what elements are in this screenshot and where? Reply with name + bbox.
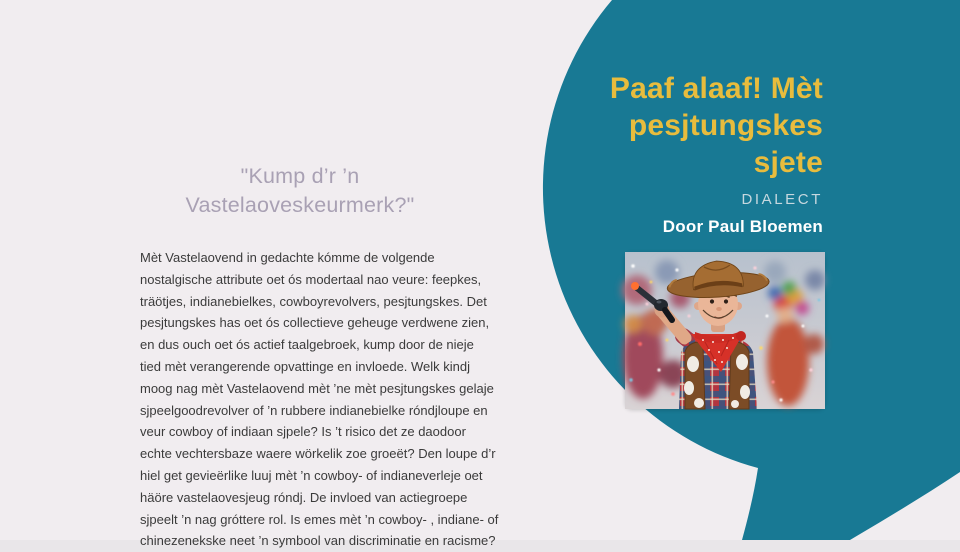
body-line: moog nag mèt Vastelaovend mèt ’ne mèt pesjtungskes gelaje [140, 380, 494, 396]
body-line: Mèt Vastelaovend in gedachte kómme de volgende [140, 250, 435, 265]
pull-quote-line: "Kump d’r ’n [240, 164, 360, 188]
body-line: häöre vastelaovesjeug róndj. De invloed van actiegroepe [140, 489, 468, 505]
body-line: echte vechtersbaze waere wörkelik zoe groeët? Den loupe d’r [140, 446, 496, 462]
article-body [140, 247, 500, 552]
body-line: tied mèt verangerende opvattinge en invloede. Welk kindj [140, 358, 471, 374]
byline: Door Paul Bloemen [662, 217, 823, 236]
body-line: pesjtungskes has oet ós collectieve geheuge verdwene zien, [140, 315, 490, 331]
page-title-line: sjete [753, 146, 823, 179]
body-line: nostalgische attribute oet ós modertaal nao veure: feepkes, [140, 271, 482, 287]
page-title-line: pesjtungskes [628, 109, 823, 142]
body-line: hiel get gevieërlike luuj mèt ’n cowboy- of indianeverleje oet [140, 467, 483, 483]
page-title [610, 70, 823, 181]
photo-illustration [625, 252, 825, 409]
pull-quote [110, 162, 490, 220]
body-line: sjpeelt ’n nag gróttere rol. Is emes mèt ’n cowboy- , indiane- of [140, 511, 499, 527]
page-title-line: Paaf alaaf! Mèt [609, 72, 823, 105]
body-line: chinezenekske neet ’n symbool van discriminatie en racisme? [140, 533, 496, 549]
article-photo [625, 252, 825, 409]
pull-quote-line: Vastelaoveskeurmerk?" [185, 193, 415, 217]
body-line: veur cowboy of indiaan sjpele? Is ’t risico det ze daodoor [140, 424, 466, 440]
article-header-panel [503, 70, 823, 237]
body-line: träötjes, indianebielkes, cowboyrevolvers, pesjtungskes. Det [140, 293, 487, 309]
body-line: sjpeelgoodrevolver of ’n rubbere indianebielke róndjloupe en [140, 402, 488, 418]
body-line: en dus ouch oet ós actief taalgebroek, kump door de nieje [140, 337, 474, 353]
category-label: DIALECT [741, 191, 823, 208]
